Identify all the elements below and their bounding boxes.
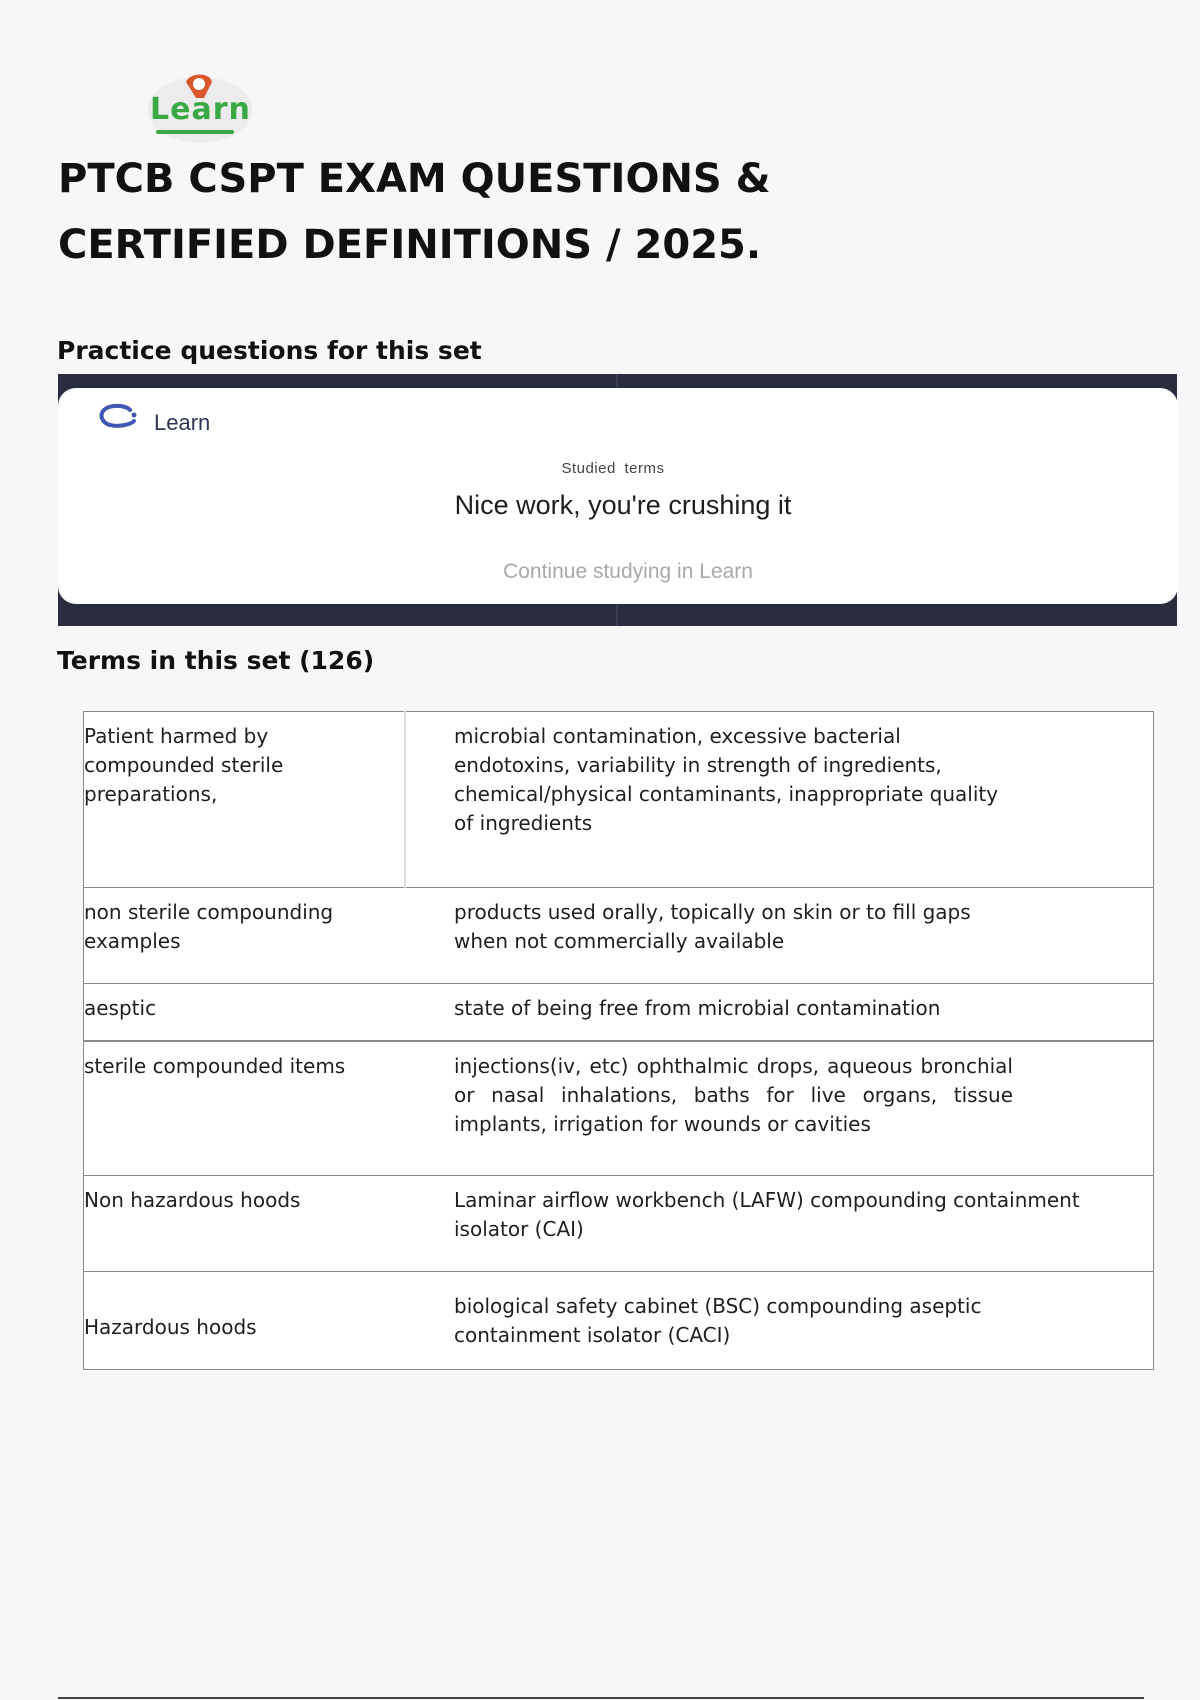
table-row [84,1041,1154,1176]
term-cell: Hazardous hoods [84,1272,406,1370]
practice-card[interactable] [58,388,1178,604]
studied-terms-label: Studied terms [561,460,665,477]
definition-cell: Laminar airflow workbench (LAFW) compounding containment isolator (CAI) [454,1176,1154,1272]
continue-studying-link[interactable]: Continue studying in Learn [503,560,753,583]
term-cell: aesptic [84,984,406,1041]
table-row [84,984,1154,1041]
table-row [84,1272,1154,1370]
term-cell: Patient harmed by compounded sterile preparations, [84,712,406,888]
definition-cell: biological safety cabinet (BSC) compounding aseptic containment isolator (CACI) [454,1272,1154,1370]
logo-text: Learn [150,92,251,127]
document-title: PTCB CSPT EXAM QUESTIONS & CERTIFIED DEFINITIONS / 2025. [58,156,771,268]
table-row [84,888,1154,984]
definition-cell: microbial contamination, excessive bacterial endotoxins, variability in strength of ingredients, chemical/physical contaminants, inappropriate quality of ingredients [454,712,1154,888]
learn-mode-label: Learn [154,410,211,435]
learn-mode-icon [96,402,140,432]
terms-heading: Terms in this set (126) [57,646,375,675]
term-cell: Non hazardous hoods [84,1176,406,1272]
table-row [84,712,1154,888]
definition-cell: products used orally, topically on skin or to fill gaps when not commercially available [454,888,1154,984]
table-row [84,1176,1154,1272]
practice-heading: Practice questions for this set [57,336,482,365]
definition-cell: state of being free from microbial contamination [454,984,1154,1041]
terms-table [83,711,1154,1370]
definition-cell: injections(iv, etc) ophthalmic drops, aqueous bronchial or nasal inhalations, baths for live organs, tissue implants, irrigation for wounds or cavities [454,1041,1154,1176]
term-cell: sterile compounded items [84,1041,406,1176]
term-cell: non sterile compounding examples [84,888,406,984]
progress-message: Nice work, you're crushing it [454,490,792,520]
footer-rule [58,1697,1144,1699]
